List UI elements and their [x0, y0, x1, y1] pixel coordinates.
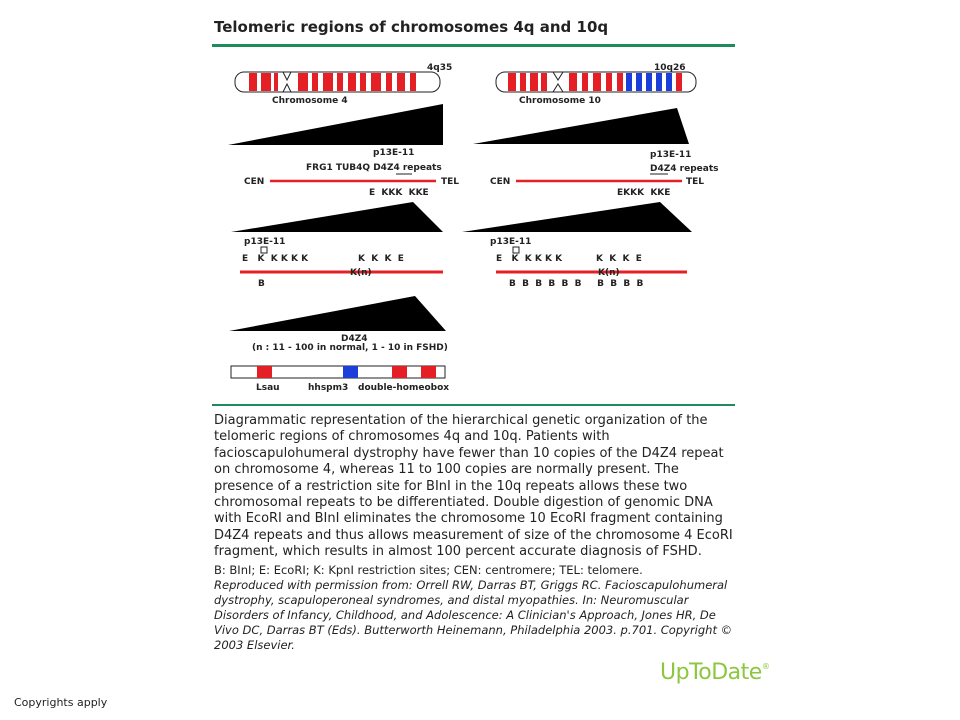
bini-sites: B B B B B B B B B B [509, 279, 644, 289]
caption-text: Diagrammatic representation of the hierarchical genetic organization of the telomeric regions of chromosomes 4q and 10q. Patients with facioscapulohumeral dystrophy have fewer than 10 copies of the D4Z4 repeat on chromosome 4, whereas 11 to 100 copies are normally present. The presence of a restriction site for BInI in the 10q repeats allows these two chromosomal repeats to be differentiated. Double digestion of genomic DNA with EcoRI and BInI eliminates the chromosome 10 EcoRI fragment containing D4Z4 repeats and thus allows measurement of size of the chromosome 4 EcoRI fragment, which results in almost 100 percent accurate diagnosis of FSHD. [214, 413, 733, 560]
d4z4-label: D4Z4 [341, 334, 368, 344]
probe-label: p13E-11 [373, 148, 415, 158]
band-label-4q35: 4q35 [427, 63, 453, 73]
segment-label-hhspm3: hhspm3 [308, 383, 349, 393]
cen-label: CEN [244, 177, 265, 187]
band-label-10q26: 10q26 [654, 63, 686, 73]
probe-label: p13E-11 [650, 150, 692, 160]
probe-label: p13E-11 [490, 237, 532, 247]
caption-citation: Reproduced with permission from: Orrell RW, Darras BT, Griggs RC. Facioscapulohumeral dystrophy, scapuloperoneal syndromes, and distal myopathies. In: Neuromuscular Disorders of Infancy, Childhood, and Adolescence: A Clinician's Approach, Jones HR, De Vivo DC, Darras BT (Eds). Butterworth Heinemann, Philadelphia 2003. p.701. Copyright © 2003 Elsevier. [214, 577, 733, 652]
gene-labels: FRG1 TUB4Q D4Z4 repeats [306, 163, 442, 173]
logo-text: UpToDate [660, 660, 762, 685]
restriction-sites: E K K K K K [242, 254, 309, 264]
restriction-sites: K K K E [358, 254, 404, 264]
chromosome-4-label: Chromosome 4 [272, 96, 348, 106]
probe-box [513, 247, 519, 253]
d4z4-unit-map [231, 366, 445, 378]
chromosome-4-ideogram [235, 72, 440, 92]
chromosome-10-ideogram [496, 72, 696, 92]
copyright-notice: Copyrights apply [14, 696, 108, 709]
zoom-wedge [229, 296, 446, 331]
restriction-sites: E K K K K K [496, 254, 563, 264]
zoom-wedge [228, 104, 443, 145]
zoom-wedge [473, 108, 689, 144]
probe-label: p13E-11 [244, 237, 286, 247]
gene-labels: D4Z4 repeats [650, 164, 719, 174]
zoom-wedge [462, 202, 692, 232]
bini-sites: B [258, 279, 265, 289]
registered-mark: ® [761, 662, 770, 671]
restriction-sites: EKKK KKE [617, 188, 671, 198]
kn-label: K(n) [598, 268, 620, 278]
tel-label: TEL [441, 177, 460, 187]
chromosome-10-label: Chromosome 10 [519, 96, 601, 106]
restriction-sites: K K K E [596, 254, 642, 264]
probe-box [261, 247, 267, 253]
tel-label: TEL [686, 177, 705, 187]
restriction-sites: E KKK KKE [369, 188, 429, 198]
segment-label-lsau: Lsau [256, 383, 280, 393]
figure-caption [214, 413, 734, 653]
caption-rule [212, 404, 735, 406]
uptodate-logo [660, 660, 769, 685]
figure-title: Telomeric regions of chromosomes 4q and 10q [214, 18, 609, 36]
caption-abbreviations: B: BInI; E: EcoRI; K: KpnI restriction sites; CEN: centromere; TEL: telomere. [214, 562, 643, 577]
kn-label: K(n) [350, 268, 372, 278]
segment-label-double-homeobox: double-homeobox [358, 383, 450, 393]
zoom-wedge [231, 202, 443, 232]
d4z4-note: (n : 11 - 100 in normal, 1 - 10 in FSHD) [252, 343, 448, 353]
cen-label: CEN [490, 177, 511, 187]
